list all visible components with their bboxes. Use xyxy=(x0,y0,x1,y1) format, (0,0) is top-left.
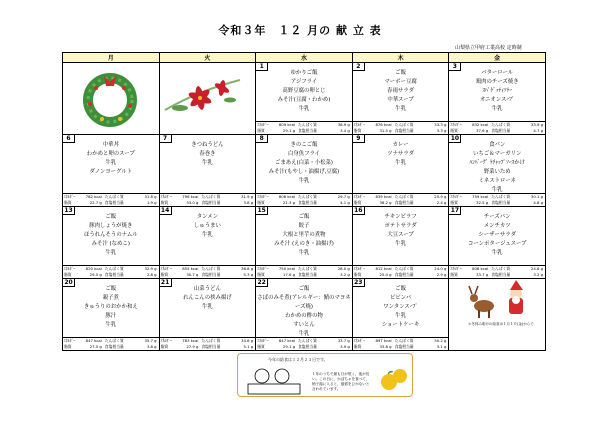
menu-item: 野菜いため xyxy=(483,169,511,175)
day-number: 3 xyxy=(449,63,461,71)
nutrition-label: 食塩相当量 xyxy=(104,344,124,349)
nutrition-label: ｴﾈﾙｷﾞｰ xyxy=(64,266,76,271)
menu-items xyxy=(449,213,545,258)
nutrition-label: 脂質 xyxy=(353,128,362,133)
menu-item: 牛乳 xyxy=(105,250,117,256)
nutrition-label: 脂質 xyxy=(257,200,265,205)
menu-items xyxy=(449,69,545,114)
protein-value: 32.9 g xyxy=(144,266,157,271)
fat-value: 36.2 g xyxy=(379,200,392,205)
menu-item: 牛乳 xyxy=(491,106,503,112)
fat-value: 27.5 g xyxy=(89,344,102,349)
day-number: 17 xyxy=(449,207,461,215)
menu-item: ご飯 xyxy=(105,214,117,220)
energy-value: 847 kcal xyxy=(278,338,295,343)
energy-value: 796 kcal xyxy=(182,194,199,199)
menu-item: ツナサラダ xyxy=(387,151,415,157)
nutrition-label: ｴﾈﾙｷﾞｰ xyxy=(353,194,366,199)
menu-item: 牛乳 xyxy=(298,250,310,256)
salt-value: 2.4 g xyxy=(436,200,447,205)
nutrition-label: 食塩相当量 xyxy=(297,128,317,133)
weekday-fri: 金 xyxy=(449,53,546,63)
nutrition-label: 脂質 xyxy=(64,272,72,277)
menu-item: 牛乳 xyxy=(201,304,213,310)
menu-item: ﾊﾝﾊﾞｰｸﾞ ｹﾁｬｯﾌﾟｿｰｽかけ xyxy=(469,160,525,166)
menu-item: 親子煮 xyxy=(102,295,119,301)
fat-value: 17.6 g xyxy=(282,272,295,277)
day-number: 8 xyxy=(256,135,268,143)
nutrition-label: 食塩相当量 xyxy=(491,128,511,133)
day-number: 2 xyxy=(353,63,365,71)
nutrition-label: たんぱく質 xyxy=(394,338,414,343)
day-cell xyxy=(256,63,353,135)
day-cell xyxy=(63,279,160,351)
menu-item: ごまあえ(白菜・小松菜) xyxy=(274,160,334,166)
menu-item: オニオンスｰﾌﾟ xyxy=(479,97,515,103)
nutrition-row xyxy=(449,193,545,206)
menu-item: 牛乳 xyxy=(491,187,503,193)
nutrition-row xyxy=(63,337,159,350)
menu-item: ご飯 xyxy=(395,286,406,292)
salt-value: 5.1 g xyxy=(243,344,254,349)
nutrition-label: ｴﾈﾙｷﾞｰ xyxy=(450,266,462,271)
nutrition-label: たんぱく質 xyxy=(297,338,317,343)
menu-item: ゆかりご飯 xyxy=(290,70,318,76)
salt-value: 4.1 g xyxy=(340,200,350,205)
protein-value: 33.3 g xyxy=(434,122,447,127)
menu-item: 餃子 xyxy=(298,223,310,229)
menu-item: ご飯 xyxy=(105,286,117,292)
energy-value: 876 kcal xyxy=(375,122,392,127)
nutrition-label: ｴﾈﾙｷﾞｰ xyxy=(64,194,76,199)
day-number: 16 xyxy=(353,207,365,215)
nutrition-label: 脂質 xyxy=(353,344,362,349)
energy-value: 759 kcal xyxy=(472,194,489,199)
menu-item: 中華丼 xyxy=(102,142,119,148)
nutrition-label: 脂質 xyxy=(64,200,72,205)
menu-item: みそ汁(豆腐・わかめ) xyxy=(277,97,331,103)
day-cell xyxy=(352,207,449,279)
menu-item: 牛乳 xyxy=(395,313,406,319)
energy-value: 750 kcal xyxy=(278,266,295,271)
nutrition-label: ｴﾈﾙｷﾞｰ xyxy=(450,122,462,127)
nutrition-label: ｴﾈﾙｷﾞｰ xyxy=(353,266,366,271)
menu-item: 牛乳 xyxy=(298,331,310,337)
nutrition-row xyxy=(449,265,545,278)
nutrition-row xyxy=(160,337,256,350)
salt-value: 3.2 g xyxy=(340,272,350,277)
nutrition-label: たんぱく質 xyxy=(491,194,511,199)
menu-item: コーンポタージュスープ xyxy=(467,241,527,247)
menu-item: 食パン xyxy=(489,142,506,148)
day-number: 6 xyxy=(63,135,75,143)
menu-item: 中華スープ xyxy=(387,97,414,103)
menu-item: きゅうりのおかか和え xyxy=(83,304,138,310)
protein-value: 35.7 g xyxy=(144,338,157,343)
nutrition-label: ｴﾈﾙｷﾞｰ xyxy=(257,122,269,127)
menu-item: ミネストローネ xyxy=(478,178,516,184)
menu-item: バターロール xyxy=(481,70,514,76)
protein-value: 29.7 g xyxy=(337,194,350,199)
salt-value: 2.8 g xyxy=(146,272,157,277)
day-cell xyxy=(449,135,546,207)
energy-value: 855 kcal xyxy=(182,266,199,271)
menu-items xyxy=(63,285,159,330)
menu-items xyxy=(353,285,449,330)
menu-item: 牛乳 xyxy=(201,232,213,238)
energy-value: 832 kcal xyxy=(472,122,489,127)
energy-value: 809 kcal xyxy=(278,122,295,127)
menu-item: みそ汁 (なめこ) xyxy=(91,241,130,247)
day-cell xyxy=(256,279,353,351)
protein-value: 33.9 g xyxy=(530,122,543,127)
day-cell xyxy=(159,135,256,207)
nutrition-label: 食塩相当量 xyxy=(491,272,511,277)
menu-item: きのこご飯 xyxy=(290,142,318,148)
menu-item: 牛乳 xyxy=(105,160,117,166)
fat-value: 33.8 g xyxy=(379,344,392,349)
day-number: 22 xyxy=(256,279,268,287)
nutrition-label: 脂質 xyxy=(257,128,265,133)
fat-value: 22.7 g xyxy=(89,200,102,205)
fat-value: 29.5 g xyxy=(89,272,102,277)
nutrition-label: たんぱく質 xyxy=(104,266,124,271)
day-cell xyxy=(449,207,546,279)
protein-value: 30.2 g xyxy=(434,338,447,343)
menu-item: 牛乳 xyxy=(298,178,310,184)
nutrition-label: たんぱく質 xyxy=(491,122,511,127)
nutrition-label: 食塩相当量 xyxy=(297,272,317,277)
menu-item: タンメン xyxy=(196,214,219,220)
menu-items xyxy=(353,69,449,114)
weekday-thu: 木 xyxy=(352,53,449,63)
fat-value: 37.6 g xyxy=(476,128,489,133)
menu-item: マーボー豆腐 xyxy=(384,79,417,85)
nutrition-label: 食塩相当量 xyxy=(297,344,317,349)
salt-value: 3.1 g xyxy=(436,344,447,349)
menu-item: チキンピラフ xyxy=(384,214,417,220)
day-number: 10 xyxy=(449,135,461,143)
day-cell xyxy=(63,207,160,279)
nutrition-row xyxy=(256,337,352,350)
menu-items xyxy=(63,213,159,258)
day-number: 13 xyxy=(63,207,75,215)
nutrition-label: たんぱく質 xyxy=(104,338,124,343)
salt-value: 3.2 g xyxy=(533,272,543,277)
family-illustration xyxy=(244,366,304,396)
nutrition-row xyxy=(353,193,449,206)
nutrition-label: 食塩相当量 xyxy=(394,344,414,349)
fat-value: 25.4 g xyxy=(379,272,392,277)
day-number: 1 xyxy=(256,63,268,71)
menu-item: 牛乳 xyxy=(201,160,213,166)
nutrition-label: たんぱく質 xyxy=(297,266,317,271)
day-number: 20 xyxy=(63,279,75,287)
nutrition-label: 脂質 xyxy=(160,272,169,277)
day-number: 7 xyxy=(160,135,172,143)
menu-items xyxy=(160,285,256,312)
menu-item: カレー xyxy=(392,142,409,148)
menu-item: ビビンバ xyxy=(389,295,412,301)
menu-item: 牛乳 xyxy=(395,241,406,247)
info-box-heading: 今年の給食は１２月２３日です。 xyxy=(268,357,328,362)
menu-items xyxy=(256,69,352,114)
page-title: 令和３年 １２ 月の 献 立 表 xyxy=(218,24,382,37)
nutrition-label: 食塩相当量 xyxy=(201,344,221,349)
nutrition-label: たんぱく質 xyxy=(394,266,414,271)
nutrition-label: ｴﾈﾙｷﾞｰ xyxy=(257,194,269,199)
nutrition-label: 脂質 xyxy=(64,344,72,349)
day-number: 23 xyxy=(353,279,365,287)
menu-item: ほうれんそうのナムル xyxy=(83,232,138,238)
nutrition-label: 食塩相当量 xyxy=(201,200,221,205)
salt-value: 4.7 g xyxy=(533,128,543,133)
weekday-header-row xyxy=(63,53,546,63)
christmas-wreath-image xyxy=(78,66,142,130)
energy-value: 806 kcal xyxy=(278,194,295,199)
menu-item: みそ汁 (えのき・油揚げ) xyxy=(274,241,334,247)
menu-item: チーズパン xyxy=(483,214,511,220)
menu-item: 牛乳 xyxy=(298,106,310,112)
poinsettia-image xyxy=(160,70,244,124)
menu-item: さばのみそ煮(アレルギー：鯖のマヨネーズ焼) xyxy=(257,295,351,310)
nutrition-label: 食塩相当量 xyxy=(104,200,124,205)
menu-items xyxy=(256,285,352,339)
protein-value: 24.0 g xyxy=(434,266,447,271)
school-name: 山梨県立甲府工業高校 定時制 xyxy=(455,45,522,51)
energy-value: 897 kcal xyxy=(375,338,392,343)
menu-item: 大豆スープ xyxy=(387,232,414,238)
nutrition-row xyxy=(353,265,449,278)
nutrition-row xyxy=(63,193,159,206)
info-box-text: １年のうちで最も日が短く，夜が長い。この日に，かぼちゃを食べて，柚子湯に入ると，風邪をひかないと言われています。 xyxy=(312,372,370,391)
nutrition-row xyxy=(256,121,352,134)
menu-item: 豚肉しょうが焼き xyxy=(89,223,133,229)
nutrition-row xyxy=(256,265,352,278)
nutrition-label: 食塩相当量 xyxy=(297,200,317,205)
nutrition-label: ｴﾈﾙｷﾞｰ xyxy=(353,338,366,343)
nutrition-label: 脂質 xyxy=(450,272,458,277)
weekday-mon: 月 xyxy=(63,53,160,63)
protein-value: 24.6 g xyxy=(530,266,543,271)
nutrition-label: たんぱく質 xyxy=(297,122,317,127)
menu-items xyxy=(353,213,449,249)
menu-items xyxy=(160,141,256,168)
menu-item: 牛乳 xyxy=(395,106,406,112)
day-number: 14 xyxy=(160,207,172,215)
menu-items xyxy=(160,213,256,240)
nutrition-label: ｴﾈﾙｷﾞｰ xyxy=(64,338,76,343)
menu-item: 牛乳 xyxy=(105,322,117,328)
menu-item: ご飯 xyxy=(298,214,310,220)
weekday-wed: 水 xyxy=(256,53,353,63)
energy-value: 839 kcal xyxy=(375,194,392,199)
fat-value: 31.5 g xyxy=(379,128,392,133)
day-cell xyxy=(352,279,449,351)
energy-value: 782 kcal xyxy=(85,194,102,199)
menu-item: 豚汁 xyxy=(105,313,117,319)
week-row xyxy=(63,207,546,279)
salt-value: 5.3 g xyxy=(243,272,254,277)
day-cell xyxy=(352,135,449,207)
protein-value: 33.7 g xyxy=(337,338,350,343)
protein-value: 36.8 g xyxy=(241,266,254,271)
protein-value: 30.1 g xyxy=(530,194,543,199)
nutrition-label: 食塩相当量 xyxy=(394,128,414,133)
menu-item: 白身魚フライ xyxy=(287,151,321,157)
nutrition-label: ｴﾈﾙｷﾞｰ xyxy=(257,266,269,271)
nutrition-label: 脂質 xyxy=(160,344,169,349)
menu-item: 大根と里芋の煮物 xyxy=(282,232,326,238)
day-cell xyxy=(63,135,160,207)
menu-item: わかめの酢の物 xyxy=(285,313,323,319)
menu-item: いちご＆マーガリン xyxy=(472,151,522,157)
menu-item: みそ汁(もやし・油揚げ,豆腐) xyxy=(268,169,340,175)
menu-item: 春巻き xyxy=(199,151,216,157)
menu-item: れんこんの挟み揚げ xyxy=(183,295,232,301)
nutrition-label: 食塩相当量 xyxy=(491,200,511,205)
energy-value: 812 kcal xyxy=(375,266,392,271)
nutrition-label: たんぱく質 xyxy=(201,266,221,271)
nutrition-label: 脂質 xyxy=(257,344,265,349)
fat-value: 33.0 g xyxy=(186,200,199,205)
protein-value: 25.9 g xyxy=(434,194,447,199)
menu-item: すいとん xyxy=(293,322,315,328)
menu-item: アジフライ xyxy=(290,79,318,85)
info-box xyxy=(237,353,413,397)
fat-value: 29.1 g xyxy=(282,128,295,133)
energy-value: 806 kcal xyxy=(472,266,489,271)
menu-item: ダノンヨーグルト xyxy=(89,169,133,175)
nutrition-label: 食塩相当量 xyxy=(394,200,414,205)
menu-item: 春雨サラダ xyxy=(387,88,415,94)
protein-value: 34.6 g xyxy=(241,338,254,343)
fat-value: 29.1 g xyxy=(282,344,295,349)
day-cell xyxy=(449,63,546,135)
salt-value: 3.9 g xyxy=(340,344,350,349)
nutrition-row xyxy=(353,121,449,134)
day-number: 9 xyxy=(353,135,365,143)
protein-value: 31.9 g xyxy=(241,194,254,199)
nutrition-label: 脂質 xyxy=(257,272,265,277)
menu-items xyxy=(353,141,449,168)
nutrition-label: 脂質 xyxy=(160,200,169,205)
salt-value: 2.9 g xyxy=(436,272,447,277)
salt-value: 1.9 g xyxy=(146,200,157,205)
day-number: 15 xyxy=(256,207,268,215)
fat-value: 30.7 g xyxy=(186,272,199,277)
weekday-tue: 火 xyxy=(159,53,256,63)
menu-item: 牛乳 xyxy=(491,250,503,256)
salt-value: 3.8 g xyxy=(146,344,157,349)
menu-item: わかめと卵のスープ xyxy=(86,151,135,157)
salt-value: 4.8 g xyxy=(533,200,543,205)
nutrition-label: たんぱく質 xyxy=(201,338,221,343)
menu-item: ワンタンスｰﾌﾟ xyxy=(383,304,418,310)
fat-value: 32.5 g xyxy=(476,200,489,205)
nutrition-label: 食塩相当量 xyxy=(104,272,124,277)
menu-item: ご飯 xyxy=(395,70,406,76)
menu-item: ご飯 xyxy=(298,286,310,292)
menu-item: ショートケーキ xyxy=(381,322,420,328)
santa-reindeer-image xyxy=(466,280,536,320)
fat-value: 33.7 g xyxy=(476,272,489,277)
protein-value: 31.8 g xyxy=(144,194,157,199)
nutrition-row xyxy=(256,193,352,206)
vacation-note: ＊冬休み明けの給食は１月１０(金)からで xyxy=(468,322,534,326)
energy-value: 783 kcal xyxy=(182,338,199,343)
menu-item: きつねうどん xyxy=(191,142,224,148)
salt-value: 3.4 g xyxy=(340,128,350,133)
nutrition-label: ｴﾈﾙｷﾞｰ xyxy=(160,338,172,343)
menu-item: 牛乳 xyxy=(395,160,406,166)
nutrition-row xyxy=(160,193,256,206)
nutrition-label: 食塩相当量 xyxy=(201,272,221,277)
protein-value: 28.0 g xyxy=(337,266,350,271)
nutrition-label: 脂質 xyxy=(450,128,458,133)
nutrition-label: たんぱく質 xyxy=(394,194,414,199)
day-cell xyxy=(159,207,256,279)
menu-items xyxy=(256,141,352,186)
day-cell xyxy=(159,279,256,351)
nutrition-row xyxy=(160,265,256,278)
nutrition-label: ｴﾈﾙｷﾞｰ xyxy=(450,194,462,199)
menu-item: ｽﾊﾟｹﾞｯﾃｨｿﾃｰ xyxy=(482,88,513,94)
nutrition-label: たんぱく質 xyxy=(394,122,414,127)
nutrition-label: 脂質 xyxy=(450,200,458,205)
day-cell xyxy=(352,63,449,135)
nutrition-label: たんぱく質 xyxy=(104,194,124,199)
nutrition-row xyxy=(449,121,545,134)
nutrition-label: ｴﾈﾙｷﾞｰ xyxy=(160,194,172,199)
menu-item: ポテトサラダ xyxy=(384,223,417,229)
nutrition-label: たんぱく質 xyxy=(491,266,511,271)
menu-item: 山菜うどん xyxy=(193,286,221,292)
menu-item: シーザーサラダ xyxy=(478,232,517,238)
menu-items xyxy=(449,141,545,195)
nutrition-label: 脂質 xyxy=(353,272,362,277)
day-cell xyxy=(256,207,353,279)
protein-value: 38.9 g xyxy=(337,122,350,127)
energy-value: 847 kcal xyxy=(85,338,102,343)
nutrition-label: たんぱく質 xyxy=(201,194,221,199)
nutrition-label: たんぱく質 xyxy=(297,194,317,199)
fat-value: 27.9 g xyxy=(186,344,199,349)
nutrition-label: ｴﾈﾙｷﾞｰ xyxy=(353,122,366,127)
menu-item: しゅうまい xyxy=(193,223,221,229)
nutrition-label: ｴﾈﾙｷﾞｰ xyxy=(257,338,269,343)
yuzu-illustration xyxy=(378,364,410,394)
menu-item: 高野豆腐の卵とじ xyxy=(282,88,326,94)
salt-value: 3.8 g xyxy=(243,200,254,205)
energy-value: 820 kcal xyxy=(85,266,102,271)
week-row xyxy=(63,135,546,207)
menu-item: メンチカツ xyxy=(483,223,511,229)
nutrition-row xyxy=(353,337,449,350)
menu-items xyxy=(63,141,159,177)
menu-item: 鶏肉のチーズ焼き xyxy=(475,79,519,85)
nutrition-row xyxy=(63,265,159,278)
nutrition-label: ｴﾈﾙｷﾞｰ xyxy=(160,266,172,271)
day-cell xyxy=(256,135,353,207)
fat-value: 21.3 g xyxy=(282,200,295,205)
nutrition-label: 食塩相当量 xyxy=(394,272,414,277)
menu-items xyxy=(256,213,352,258)
day-number: 21 xyxy=(160,279,172,287)
salt-value: 3.3 g xyxy=(436,128,447,133)
nutrition-label: 脂質 xyxy=(353,200,362,205)
